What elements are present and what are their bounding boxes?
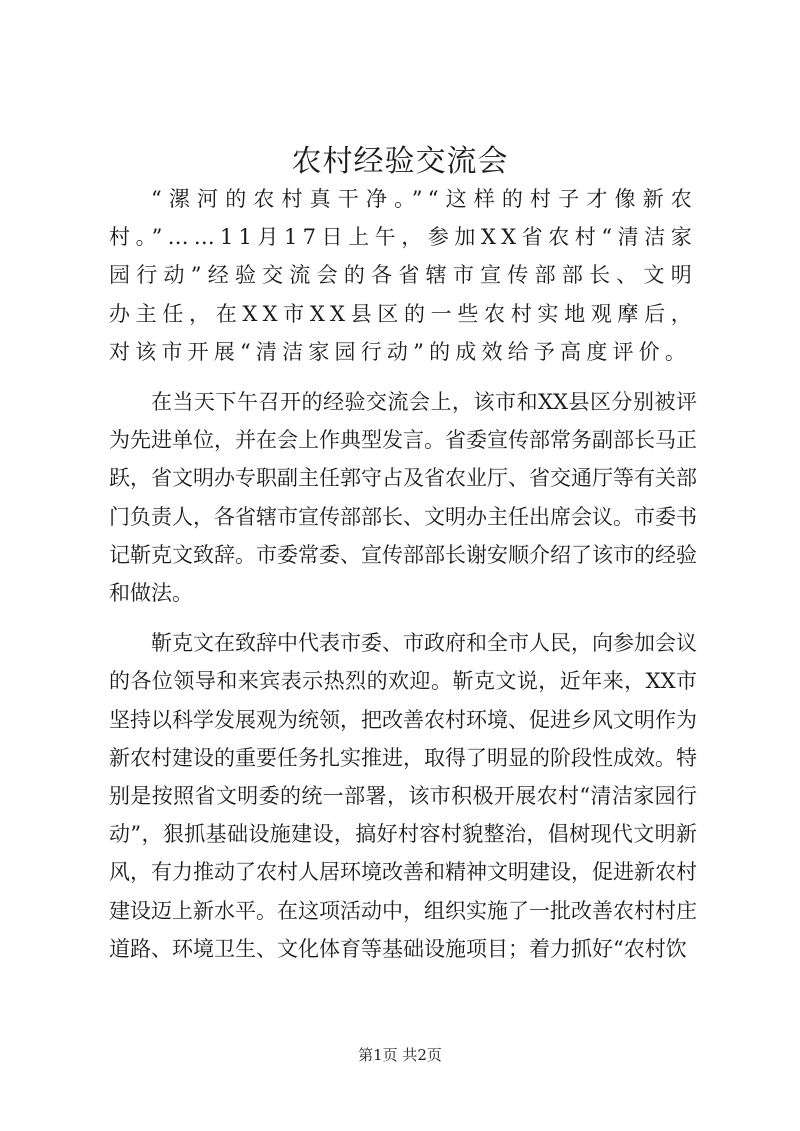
document-title: 农村经验交流会 [291,144,509,179]
paragraph: 靳克文在致辞中代表市委、市政府和全市人民，向参加会议的各位领导和来宾表示热烈的欢迎。靳克文说，近年来，XX市坚持以科学发展观为统领，把改善农村环境、促进乡风文明作为新农村建设的重要任务扎实推进，取得了明显的阶段性成效。特别是按照省文明委的统一部署，该市积极开展农村“清洁家园行动”，狠抓基础设施建设，搞好村容村貌整治，倡树现代文明新风，有力推动了农村人居环境改善和精神文明建设，促进新农村建设迈上新水平。在这项活动中，组织实施了一批改善农村村庄道路、环境卫生、文化体育等基础设施项目；着力抓好“农村饮 [109,631,697,961]
page-number: 第1页 共2页 [358,1046,442,1064]
paragraph: 在当天下午召开的经验交流会上，该市和XX县区分别被评为先进单位，并在会上作典型发言。省委宣传部常务副部长马正跃，省文明办专职副主任郭守占及省农业厅、省交通厅等有关部门负责人，各省辖市宣传部部长、文明办主任出席会议。市委书记靳克文致辞。市委常委、宣传部部长谢安顺介绍了该市的经验和做法。 [109,390,697,606]
document-body [109,180,697,980]
paragraph: “漯河的农村真干净。”“这样的村子才像新农村。”……11月17日上午，参加XX省农村“清洁家园行动”经验交流会的各省辖市宣传部部长、文明办主任，在XX市XX县区的一些农村实地观摩后，对该市开展“清洁家园行动”的成效给予高度评价。 [109,187,697,364]
